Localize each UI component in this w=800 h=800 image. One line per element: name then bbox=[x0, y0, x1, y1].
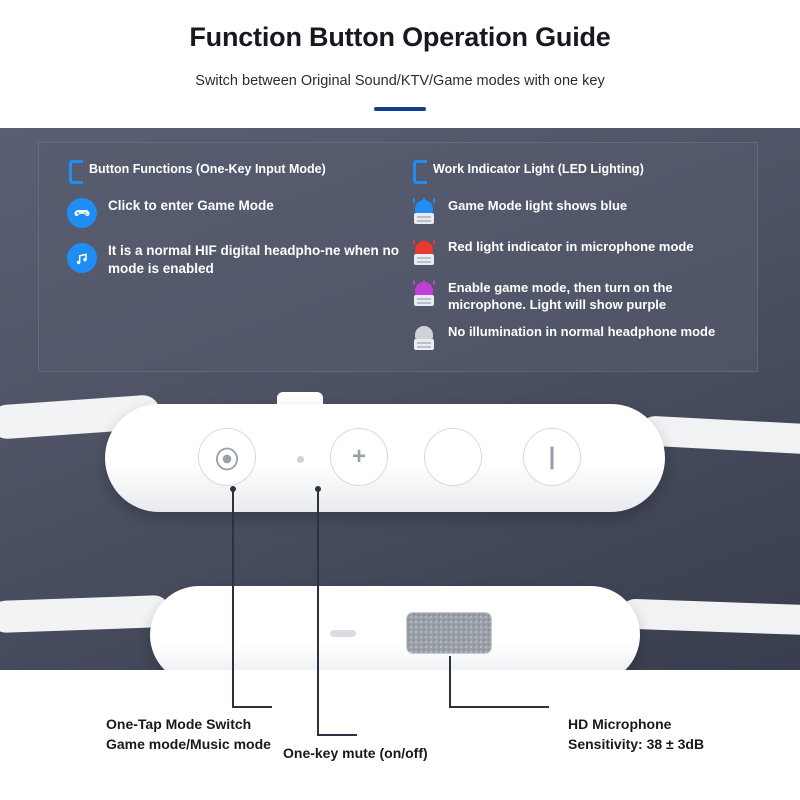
callout-line-power-v bbox=[232, 489, 234, 708]
button-functions-heading bbox=[67, 159, 417, 179]
volume-up-button[interactable]: + bbox=[330, 428, 388, 486]
callout-label-hd-microphone bbox=[568, 714, 788, 755]
led-red-icon bbox=[411, 239, 437, 269]
volume-down-button[interactable]: | bbox=[523, 428, 581, 486]
cable-bottom-left bbox=[0, 595, 171, 633]
page-title: Function Button Operation Guide bbox=[189, 22, 611, 52]
list-item bbox=[67, 242, 417, 278]
title-divider bbox=[374, 107, 426, 111]
list-item-label: No illumination in normal headphone mode bbox=[448, 324, 716, 340]
list-item bbox=[67, 197, 417, 228]
bracket-icon bbox=[67, 159, 83, 179]
callout-line-mic-v bbox=[449, 656, 451, 706]
callout-label-line1: One-key mute (on/off) bbox=[283, 745, 428, 761]
power-button[interactable]: ⦿ bbox=[198, 428, 256, 486]
bracket-icon bbox=[411, 159, 427, 179]
indicator-light-heading bbox=[411, 159, 741, 179]
list-item bbox=[411, 197, 741, 228]
gamepad-icon bbox=[67, 198, 97, 228]
list-item-label: Click to enter Game Mode bbox=[108, 198, 274, 213]
product-photo bbox=[0, 128, 800, 800]
indicator-light-column bbox=[411, 159, 741, 364]
info-panel bbox=[38, 142, 758, 372]
microphone-grille bbox=[406, 612, 492, 654]
button-functions-heading-text: Button Functions (One-Key Input Mode) bbox=[89, 162, 326, 176]
callout-label-one-tap-mode-switch bbox=[106, 714, 286, 755]
indicator-pinhole bbox=[297, 456, 304, 463]
list-item bbox=[411, 279, 741, 313]
list-item-label: Enable game mode, then turn on the microphone. Light will show purple bbox=[448, 280, 673, 313]
page-subtitle: Switch between Original Sound/KTV/Game modes with one key bbox=[195, 73, 605, 89]
music-note-icon bbox=[67, 243, 97, 273]
callout-label-line2: Sensitivity: 38 ± 3dB bbox=[568, 736, 705, 753]
header bbox=[0, 0, 800, 128]
cable-bottom-right bbox=[620, 599, 800, 636]
list-item-label: Game Mode light shows blue bbox=[448, 198, 628, 213]
list-item-label: It is a normal HIF digital headpho-ne when no mode is enabled bbox=[108, 243, 400, 276]
led-blue-icon bbox=[411, 198, 437, 228]
list-item bbox=[411, 323, 741, 354]
list-item bbox=[411, 238, 741, 269]
callout-line-power-h bbox=[232, 706, 272, 708]
callout-line-mute-v bbox=[317, 489, 319, 736]
led-purple-icon bbox=[411, 280, 437, 310]
callout-line-mic-h bbox=[449, 706, 549, 708]
mute-slot bbox=[330, 630, 356, 637]
callout-line-mute-h bbox=[317, 734, 357, 736]
callout-label-one-key-mute bbox=[283, 743, 483, 763]
callout-label-line2: Game mode/Music mode bbox=[106, 736, 271, 753]
callout-label-line1: HD Microphone bbox=[568, 716, 672, 732]
callout-label-line1: One-Tap Mode Switch bbox=[106, 716, 252, 732]
list-item-label: Red light indicator in microphone mode bbox=[448, 239, 694, 254]
button-functions-column bbox=[67, 159, 417, 292]
center-button[interactable] bbox=[424, 428, 482, 486]
indicator-light-heading-text: Work Indicator Light (LED Lighting) bbox=[433, 162, 644, 176]
led-off-icon bbox=[411, 324, 437, 354]
